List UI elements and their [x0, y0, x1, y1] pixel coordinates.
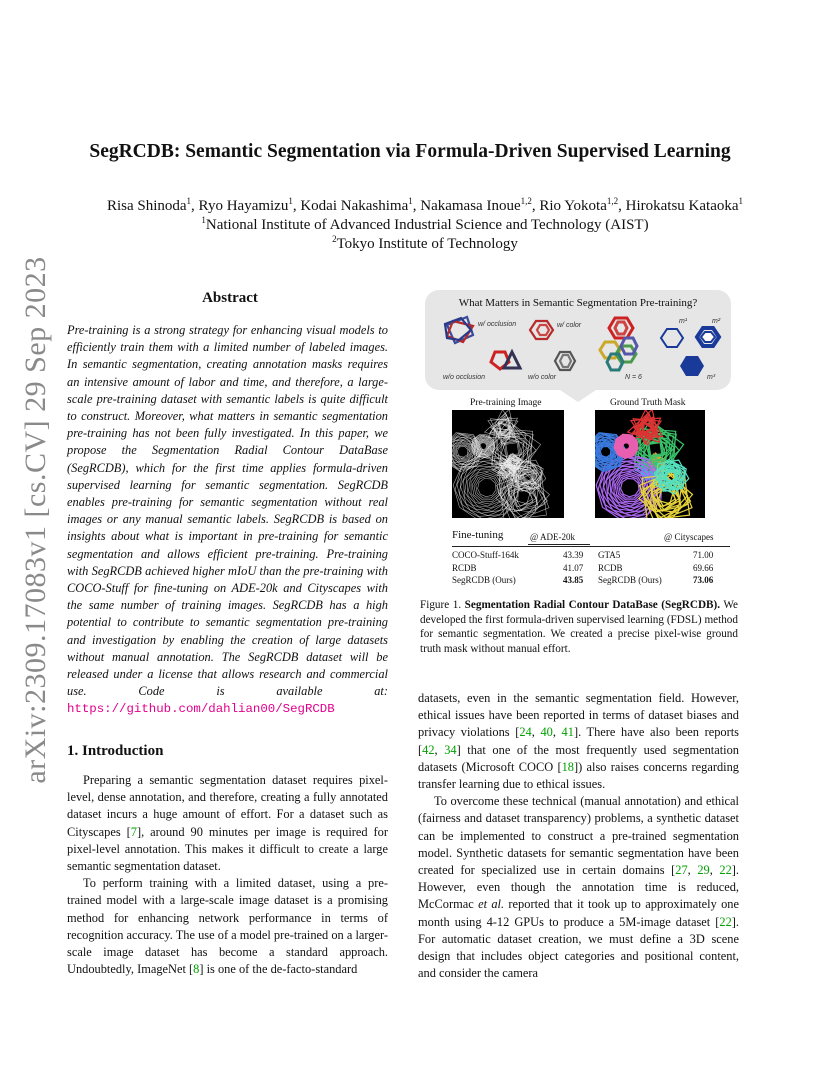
- paragraph: [418, 793, 739, 982]
- citation-link[interactable]: 27: [675, 863, 688, 878]
- table-cell: 73.06: [693, 575, 714, 585]
- panel-arrow: [560, 390, 596, 402]
- citation-link[interactable]: 41: [561, 725, 574, 740]
- label-without-color: w/o color: [528, 374, 557, 381]
- table-row: [452, 563, 730, 575]
- table-row: [452, 575, 730, 587]
- mask-drawing: [595, 410, 705, 518]
- polygon-count-shapes: [600, 318, 637, 370]
- contour-shape: [478, 479, 496, 497]
- table-rule: [452, 546, 730, 547]
- label-m3: m³: [707, 374, 716, 381]
- paragraph-text: ]. There have also been reports [: [418, 725, 739, 757]
- affiliation-1: [60, 215, 790, 234]
- paper-title: SegRCDB: Semantic Segmentation via Formula-Driven Supervised Learning: [89, 141, 731, 162]
- pretraining-image: [452, 410, 564, 518]
- author-affiliation-mark: 1: [408, 196, 413, 206]
- label-with-occlusion: w/ occlusion: [478, 321, 517, 328]
- paragraph-text: reported that it took up to approximately one month using 4-12 GPUs to produce a 5M-image dataset [: [418, 897, 739, 929]
- panel-title: What Matters in Semantic Segmentation Pre-training?: [458, 297, 698, 309]
- affiliation-text: Tokyo Institute of Technology: [336, 236, 518, 252]
- table-cell: SegRCDB (Ours): [452, 575, 516, 585]
- paragraph-text: ] that one of the most frequently used segmentation datasets (Microsoft COCO [: [418, 742, 739, 774]
- paragraph-text: ,: [531, 725, 541, 740]
- right-column-body: [418, 690, 739, 982]
- layer-count-shapes: [661, 328, 719, 376]
- paragraph-text: ]. For automatic dataset creation, we must define a 3D scene design that includes object categories and positional content, and consider the camera: [418, 914, 739, 981]
- label-m2: m²: [712, 318, 721, 325]
- paragraph-text: To perform training with a limited dataset, using a pre-trained model with a large-scale image dataset is a promising method for enhancing network performance in terms of recognition accuracy. The use of a model pre-trained on a larger-scale image dataset has become a standard approach. Undoubtedly, ImageNet [: [67, 876, 388, 977]
- contour-drawing: [452, 410, 564, 518]
- author-affiliation-mark: 1: [288, 196, 293, 206]
- paragraph-text: datasets, even in the semantic segmentation field. However, ethical issues have been reported in terms of dataset biases and privacy violations [: [418, 691, 739, 740]
- ground-truth-mask-label: Ground Truth Mask: [610, 398, 686, 408]
- arxiv-stamp-text: arXiv:2309.17083v1 [cs.CV] 29 Sep 2023: [19, 256, 52, 784]
- table-cell: GTA5: [598, 550, 621, 560]
- paragraph-text: Preparing a semantic segmentation dataset requires pixel-level, dense annotation, and therefore, creating a fully annotated dataset incurs a huge amount of effort. For a dataset such as Cityscapes [: [67, 773, 388, 839]
- citation-link[interactable]: 40: [540, 725, 553, 740]
- author-name: Nakamasa Inoue: [420, 198, 521, 214]
- caption-title: Segmentation Radial Contour DataBase (SegRCDB).: [464, 599, 721, 611]
- what-matters-panel: [425, 290, 731, 390]
- citation-link[interactable]: 7: [130, 824, 137, 839]
- table-header-ade: @ ADE-20k: [530, 532, 576, 542]
- paragraph-text: ,: [687, 863, 698, 878]
- code-link[interactable]: https://github.com/dahlian00/SegRCDB: [67, 702, 335, 717]
- citation-link[interactable]: 29: [697, 863, 710, 878]
- citation-link[interactable]: 22: [719, 863, 732, 878]
- table-rule-ade: [528, 544, 590, 545]
- contour-shape: [456, 445, 469, 458]
- caption-text: We developed the first formula-driven supervised learning (FDSL) method for semantic segmentation. We created a precise pixel-wise ground truth mask without manual effort.: [420, 599, 738, 655]
- citation-link[interactable]: 8: [193, 962, 200, 977]
- label-without-occlusion: w/o occlusion: [443, 374, 486, 381]
- paragraph-text: ]) also raises concerns regarding transfer learning due to ethical issues.: [418, 759, 740, 792]
- label-polygon-count: N = 6: [625, 374, 642, 381]
- contour-shape: [621, 479, 639, 497]
- citation-link[interactable]: 18: [561, 759, 574, 774]
- table-cell: 43.85: [563, 575, 584, 585]
- paragraph-text: ], around 90 minutes per image is required for pixel-level annotation. This makes it difficult to create a large semantic segmentation dataset.: [67, 824, 388, 874]
- citation-link[interactable]: 22: [719, 914, 732, 929]
- paragraph: [418, 690, 739, 793]
- introduction-body: [67, 772, 388, 978]
- arxiv-stamp: [16, 256, 56, 784]
- table-cell: SegRCDB (Ours): [598, 575, 662, 585]
- table-cell: RCDB: [598, 562, 623, 573]
- ground-truth-mask-image: [595, 410, 705, 518]
- paragraph: [67, 875, 388, 978]
- author-name: Rio Yokota: [539, 198, 607, 214]
- table-header-finetuning: Fine-tuning: [452, 529, 504, 541]
- table-cell: 71.00: [693, 550, 714, 560]
- paragraph-text: ,: [552, 725, 562, 740]
- label-with-color: w/ color: [557, 322, 582, 329]
- pretraining-image-label: Pre-training Image: [470, 398, 542, 408]
- author-name: Kodai Nakashima: [300, 198, 409, 214]
- citation-link[interactable]: 24: [519, 725, 532, 740]
- table-cell: COCO-Stuff-164k: [452, 550, 519, 560]
- contour-shape: [457, 446, 468, 457]
- author-affiliation-mark: 1,2: [520, 196, 532, 206]
- author-list: Risa Shinoda$^1$, Ryo Hayamizu$^1$, Kodai Nakashima$^1$, Nakamasa Inoue$^{1,2}$, Rio Yokota$^{1,2}$, Hirokatsu Kataoka$^1$: [106, 196, 744, 214]
- contour-shape: [476, 476, 498, 498]
- caption-prefix: Figure 1.: [420, 599, 462, 611]
- affiliation-mark: 1: [201, 215, 206, 225]
- paragraph-text: ,: [434, 742, 445, 757]
- author-affiliation-mark: 1: [186, 196, 192, 206]
- table-header-cityscapes: @ Cityscapes: [664, 532, 714, 542]
- abstract-text: Pre-training is a strong strategy for enhancing visual models to efficiently train them with a limited number of labeled images. In semantic segmentation, creating annotation masks requires an intensive amount of labor and time, and therefore, a large-scale pre-training dataset with semantic labels is quite difficult to construct. Moreover, what matters in semantic segmentation pre-training has not been fully investigated. In this paper, we propose the Segmentation Radial Contour DataBase (SegRCDB), which for the first time applies formula-driven supervised learning for semantic segmentation. SegRCDB enables pre-training for semantic segmentation without real images or any manual semantic labels. SegRCDB is based on insights about what is important in pre-training for semantic segmentation and allows efficient pre-training. Pre-training with SegRCDB achieved higher mIoU than the pre-training with COCO-Stuff for fine-tuning on ADE-20k and Cityscapes with the same number of training images. SegRCDB has a high potential to contribute to semantic segmentation pre-training and investigation by enabling the creation of large datasets without manual annotation. The SegRCDB dataset will be released under a license that allows research and commercial use. Code is available at:: [67, 323, 388, 699]
- affiliation-text: National Institute of Advanced Industrial Science and Technology (AIST): [205, 217, 649, 233]
- abstract-heading: Abstract: [202, 290, 258, 306]
- contour-shape: [619, 476, 641, 498]
- paragraph-text: To overcome these technical (manual annotation) and ethical (fairness and dataset transparency) problems, a synthetic dataset can be implemented to construct a pre-trained segmentation model. Synthetic datasets for semantic segmentation have been created for specialized use in certain domains [: [418, 794, 739, 878]
- contour-shape: [469, 470, 506, 507]
- citation-link[interactable]: 34: [444, 742, 457, 757]
- table-cell: 69.66: [693, 562, 714, 573]
- author-affiliation-mark: 1: [738, 196, 744, 206]
- label-m1: m¹: [679, 318, 688, 325]
- paragraph-text: ,: [709, 863, 720, 878]
- section-heading-introduction: 1. Introduction: [67, 743, 164, 759]
- author-name: Risa Shinoda: [106, 198, 187, 214]
- emphasis-text: et al.: [478, 897, 505, 912]
- affiliation-mark: 2: [332, 234, 337, 244]
- abstract-body: [67, 322, 388, 719]
- paragraph-text: ]. However, even though the annotation time is reduced, McCormac: [418, 863, 739, 912]
- affiliation-2: [60, 234, 790, 253]
- paragraph: [67, 772, 388, 875]
- table-row: [452, 550, 730, 562]
- author-name: Ryo Hayamizu: [198, 198, 289, 214]
- figure-caption: [420, 598, 738, 656]
- author-affiliation-mark: 1,2: [606, 196, 619, 206]
- table-cell: 41.07: [563, 562, 584, 573]
- paragraph-text: ] is one of the de-facto-standard: [199, 962, 358, 977]
- author-name: Hirokatsu Kataoka: [625, 198, 739, 214]
- table-cell: RCDB: [452, 562, 477, 573]
- citation-link[interactable]: 42: [422, 742, 435, 757]
- table-cell: 43.39: [563, 550, 584, 560]
- figure-1: [420, 290, 732, 600]
